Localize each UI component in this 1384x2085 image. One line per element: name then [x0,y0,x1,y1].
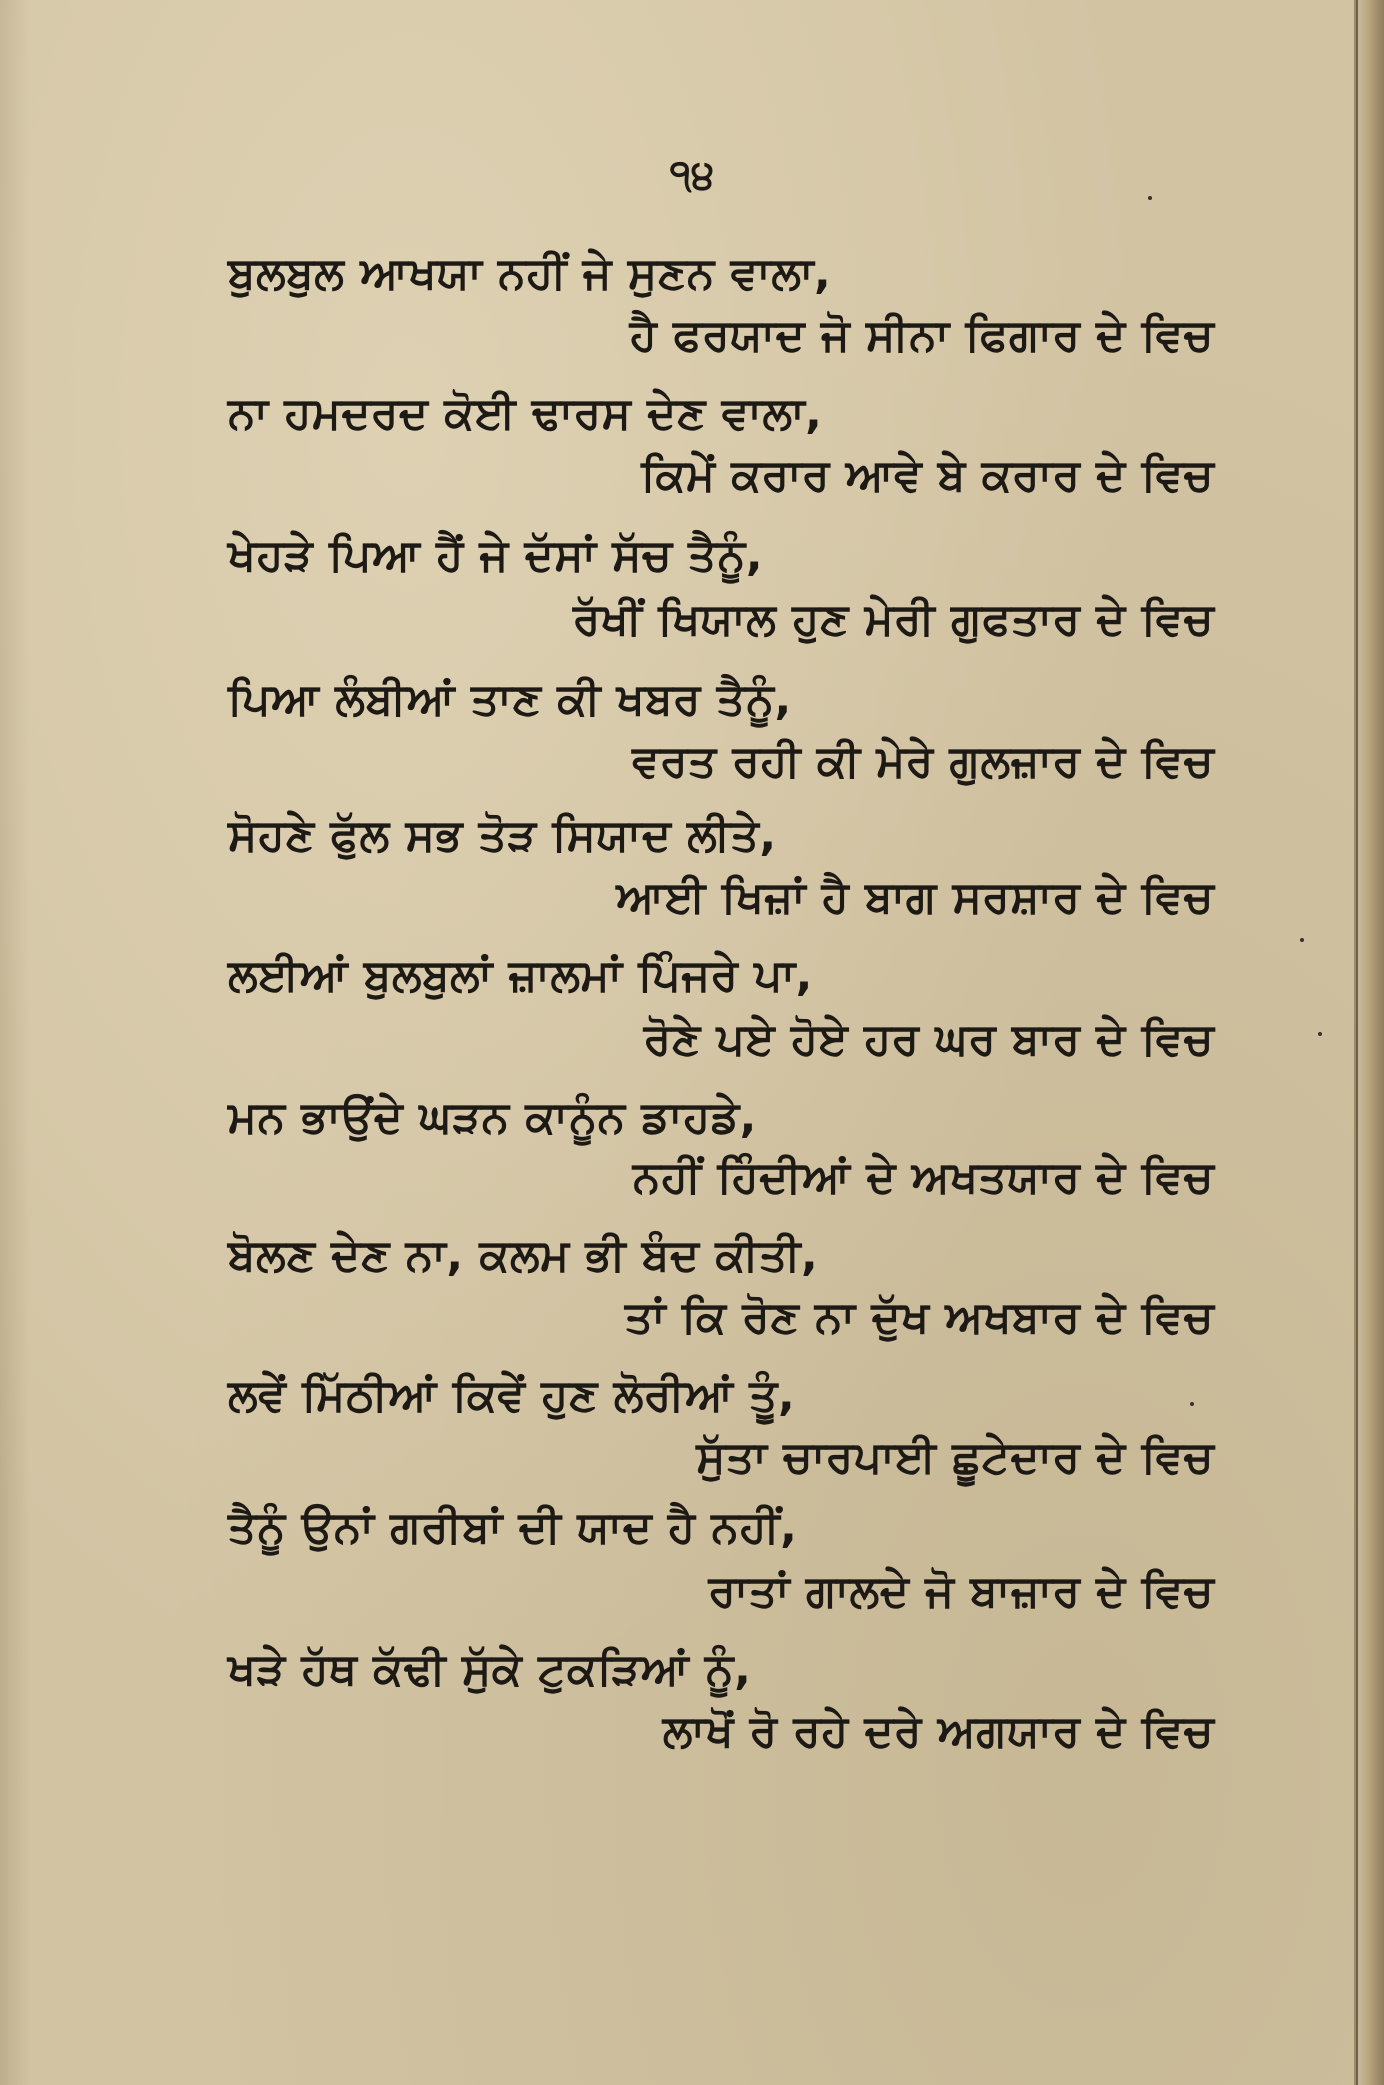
stanza-5-line-1: ਸੋਹਣੇ ਫੁੱਲ ਸਭ ਤੋੜ ਸਿਯਾਦ ਲੀਤੇ, [228,810,777,861]
page-edge-shadow [1356,0,1384,2085]
stanza-1-line-2: ਹੈ ਫਰਯਾਦ ਜੋ ਸੀਨਾ ਫਿਗਾਰ ਦੇ ਵਿਚ [629,310,1214,361]
ink-speck [1300,938,1304,942]
stanza-6-line-2: ਰੋਣੇ ਪਏ ਹੋਏ ਹਰ ਘਰ ਬਾਰ ਦੇ ਵਿਚ [643,1014,1214,1065]
stanza-6-line-1: ਲਈਆਂ ਬੁਲਬੁਲਾਂ ਜ਼ਾਲਮਾਂ ਪਿੰਜਰੇ ਪਾ, [228,950,813,1001]
stanza-10-line-2: ਰਾਤਾਂ ਗਾਲਦੇ ਜੋ ਬਾਜ਼ਾਰ ਦੇ ਵਿਚ [708,1566,1214,1617]
stanza-1-line-1: ਬੁਲਬੁਲ ਆਖਯਾ ਨਹੀਂ ਜੇ ਸੁਣਨ ਵਾਲਾ, [228,248,832,299]
stanza-7-line-2: ਨਹੀਂ ਹਿੰਦੀਆਂ ਦੇ ਅਖਤਯਾਰ ਦੇ ਵਿਚ [632,1152,1214,1203]
stanza-3-line-1: ਖੇਹੜੇ ਪਿਆ ਹੈਂ ਜੇ ਦੱਸਾਂ ਸੱਚ ਤੈਨੂੰ, [228,530,764,581]
stanza-5-line-2: ਆਈ ਖਿਜ਼ਾਂ ਹੈ ਬਾਗ ਸਰਸ਼ਾਰ ਦੇ ਵਿਚ [616,872,1214,923]
stanza-9-line-1: ਲਵੇਂ ਮਿੱਠੀਆਂ ਕਿਵੇਂ ਹੁਣ ਲੋਰੀਆਂ ਤੂੰ, [228,1370,796,1421]
stanza-9-line-2: ਸੁੱਤਾ ਚਾਰਪਾਈ ਛੂਟੇਦਾਰ ਦੇ ਵਿਚ [696,1432,1214,1483]
stanza-8-line-1: ਬੋਲਣ ਦੇਣ ਨਾ, ਕਲਮ ਭੀ ਬੰਦ ਕੀਤੀ, [228,1230,819,1281]
stanza-11-line-2: ਲਾਖੋਂ ਰੋ ਰਹੇ ਦਰੇ ਅਗਯਾਰ ਦੇ ਵਿਚ [662,1706,1214,1757]
page-number: ੧੪ [669,152,715,198]
stanza-8-line-2: ਤਾਂ ਕਿ ਰੋਣ ਨਾ ਦੁੱਖ ਅਖਬਾਰ ਦੇ ਵਿਚ [624,1292,1214,1343]
stanza-2-line-2: ਕਿਮੇਂ ਕਰਾਰ ਆਵੇ ਬੇ ਕਰਾਰ ਦੇ ਵਿਚ [641,450,1214,501]
ink-speck [1318,1032,1322,1036]
stanza-11-line-1: ਖੜੇ ਹੱਥ ਕੱਢੀ ਸੁੱਕੇ ਟੁਕੜਿਆਂ ਨੂੰ, [228,1644,752,1695]
ink-speck [1190,1402,1194,1406]
stanza-10-line-1: ਤੈਨੂੰ ਉਨਾਂ ਗਰੀਬਾਂ ਦੀ ਯਾਦ ਹੈ ਨਹੀਂ, [228,1502,798,1553]
stanza-4-line-1: ਪਿਆ ਲੰਬੀਆਂ ਤਾਣ ਕੀ ਖਬਰ ਤੈਨੂੰ, [228,674,792,725]
stanza-4-line-2: ਵਰਤ ਰਹੀ ਕੀ ਮੇਰੇ ਗੁਲਜ਼ਾਰ ਦੇ ਵਿਚ [632,736,1214,787]
stanza-3-line-2: ਰੱਖੀਂ ਖਿਯਾਲ ਹੁਣ ਮੇਰੀ ਗੁਫਤਾਰ ਦੇ ਵਿਚ [572,594,1214,645]
stanza-7-line-1: ਮਨ ਭਾਉਂਦੇ ਘੜਨ ਕਾਨੂੰਨ ਡਾਹਡੇ, [228,1092,757,1143]
stanza-2-line-1: ਨਾ ਹਮਦਰਦ ਕੋਈ ਢਾਰਸ ਦੇਣ ਵਾਲਾ, [228,388,823,439]
